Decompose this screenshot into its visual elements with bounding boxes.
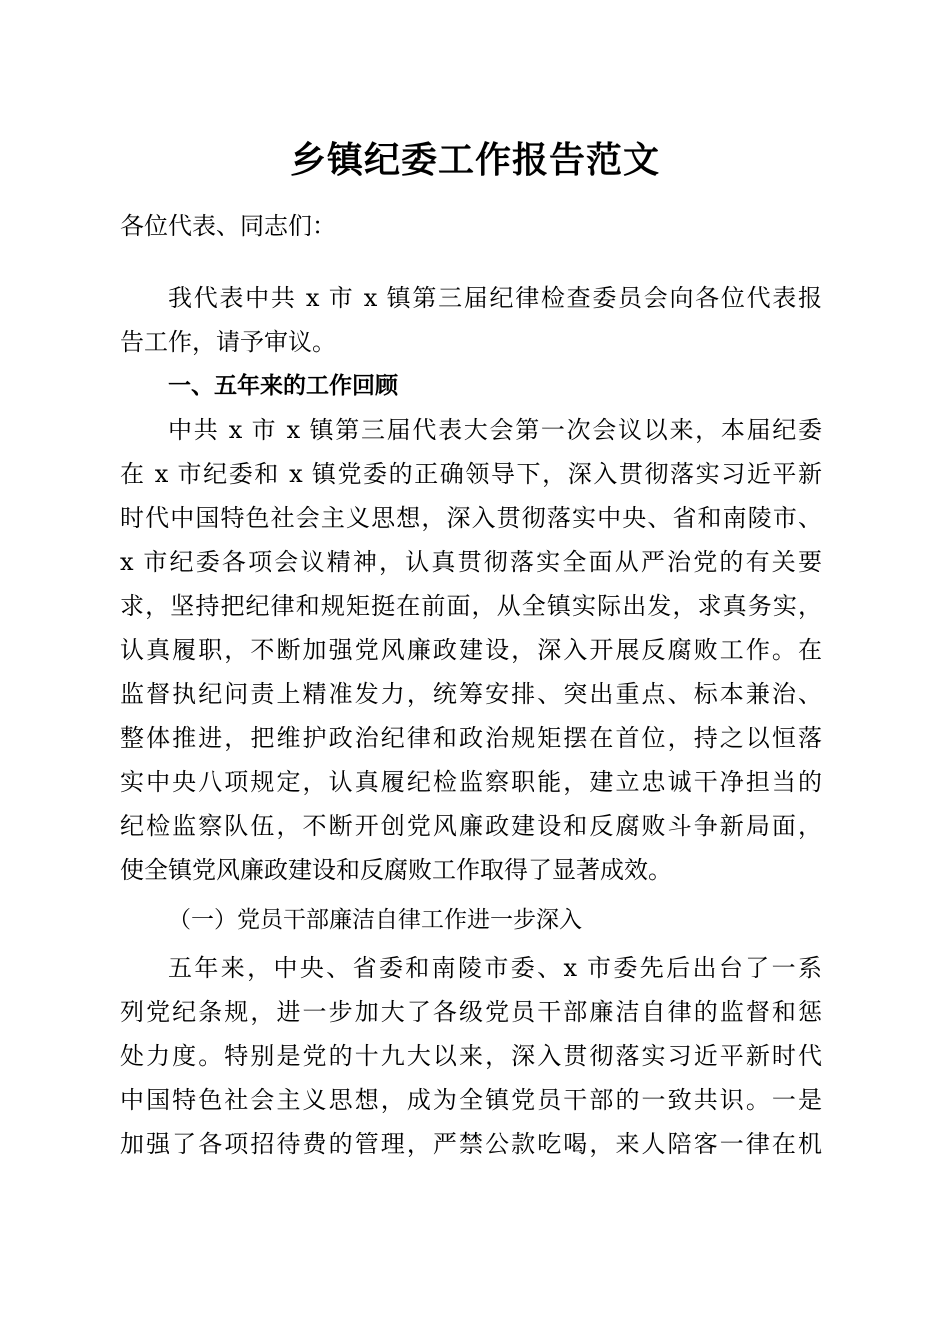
paragraph-line: 处力度。特别是党的十九大以来，深入贯彻落实习近平新时代 [120,1042,822,1070]
paragraph-line: 整体推进，把维护政治纪律和政治规矩摆在首位，持之以恒落 [120,724,822,752]
paragraph-line: 时代中国特色社会主义思想，深入贯彻落实中央、省和南陵市、 [120,504,822,532]
paragraph-line: 中国特色社会主义思想，成为全镇党员干部的一致共识。一是 [120,1086,822,1114]
subsection-heading: （一）党员干部廉洁自律工作进一步深入 [168,907,582,933]
section-heading: 一、五年来的工作回顾 [168,373,398,399]
paragraph-line: 中共 x 市 x 镇第三届代表大会第一次会议以来，本届纪委 [168,416,822,444]
paragraph-line: 加强了各项招待费的管理，严禁公款吃喝，来人陪客一律在机 [120,1130,822,1158]
salutation: 各位代表、同志们： [120,212,336,240]
paragraph-line: x 市纪委各项会议精神，认真贯彻落实全面从严治党的有关要 [120,548,822,576]
paragraph-line: 求，坚持把纪律和规矩挺在前面，从全镇实际出发，求真务实， [120,592,822,620]
paragraph-line: 使全镇党风廉政建设和反腐败工作取得了显著成效。 [120,856,672,884]
paragraph-line: 列党纪条规，进一步加大了各级党员干部廉洁自律的监督和惩 [120,998,822,1026]
paragraph-line: 认真履职，不断加强党风廉政建设，深入开展反腐败工作。在 [120,636,822,664]
intro-line: 我代表中共 x 市 x 镇第三届纪律检查委员会向各位代表报 [168,284,822,312]
paragraph-line: 实中央八项规定，认真履纪检监察职能，建立忠诚干净担当的 [120,768,822,796]
document-title: 乡镇纪委工作报告范文 [289,139,660,181]
paragraph-line: 在 x 市纪委和 x 镇党委的正确领导下，深入贯彻落实习近平新 [120,460,822,488]
paragraph-line: 纪检监察队伍，不断开创党风廉政建设和反腐败斗争新局面， [120,812,822,840]
paragraph-line: 监督执纪问责上精准发力，统筹安排、突出重点、标本兼治、 [120,680,822,708]
intro-line: 告工作，请予审议。 [120,328,336,356]
paragraph-line: 五年来，中央、省委和南陵市委、x 市委先后出台了一系 [168,954,822,982]
